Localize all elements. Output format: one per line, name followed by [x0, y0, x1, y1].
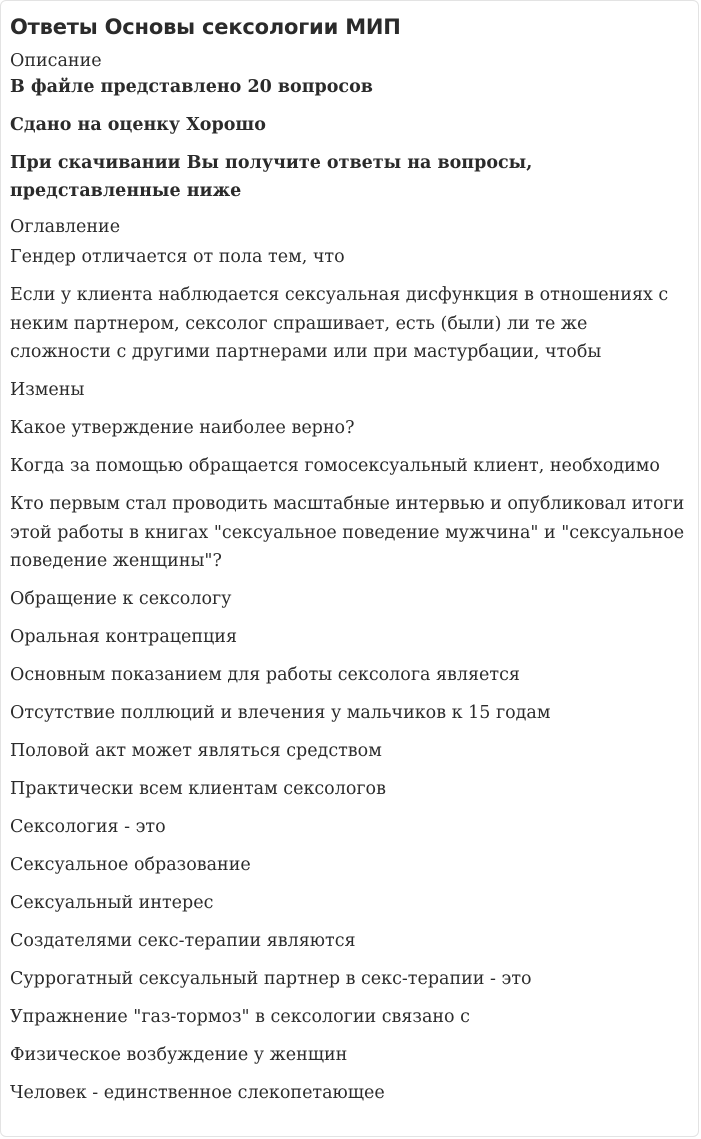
- question-item: Гендер отличается от пола тем, что: [10, 247, 345, 267]
- question-item: Человек - единственное слекопетающее: [10, 1083, 385, 1103]
- question-item: Сексуальное образование: [10, 855, 251, 875]
- description-grade: Сдано на оценку Хорошо: [10, 115, 266, 135]
- question-item: Физическое возбуждение у женщин: [10, 1045, 348, 1065]
- question-item: Сексология - это: [10, 817, 166, 837]
- question-item: Основным показанием для работы сексолога является: [10, 665, 520, 685]
- toc-label: Оглавление: [10, 217, 121, 237]
- page-title: Ответы Основы сексологии МИП: [10, 15, 401, 39]
- question-item: Половой акт может являться средством: [10, 741, 382, 761]
- question-item: Упражнение "газ-тормоз" в сексологии связано с: [10, 1007, 470, 1027]
- question-item: Измены: [10, 380, 85, 400]
- description-download-note: При скачивании Вы получите ответы на вопросы, представленные ниже: [10, 153, 533, 201]
- question-item: Когда за помощью обращается гомосексуальный клиент, необходимо: [10, 456, 660, 476]
- question-item: Какое утверждение наиболее верно?: [10, 418, 355, 438]
- question-item: Сексуальный интерес: [10, 893, 214, 913]
- question-list: [10, 243, 689, 1108]
- question-item: Если у клиента наблюдается сексуальная дисфункция в отношениях с неким партнером, сексолог спрашивает, есть (были) ли те же сложности с другими партнерами или при мастурбации, чтобы: [10, 285, 669, 362]
- question-item: Отсутствие поллюций и влечения у мальчиков к 15 годам: [10, 703, 551, 723]
- question-item: Обращение к сексологу: [10, 589, 232, 609]
- question-item: Практически всем клиентам сексологов: [10, 779, 386, 799]
- question-item: Создателями секс-терапии являются: [10, 931, 356, 951]
- question-item: Оральная контрацепция: [10, 627, 238, 647]
- document-content: [1, 1, 698, 1108]
- question-item: Суррогатный сексуальный партнер в секс-терапии - это: [10, 969, 532, 989]
- description-question-count: В файле представлено 20 вопросов: [10, 77, 373, 97]
- description-label: Описание: [10, 51, 102, 71]
- question-item: Кто первым стал проводить масштабные интервью и опубликовал итоги этой работы в книгах "сексуальное поведение мужчина" и "сексуальное поведение женщины"?: [10, 494, 685, 571]
